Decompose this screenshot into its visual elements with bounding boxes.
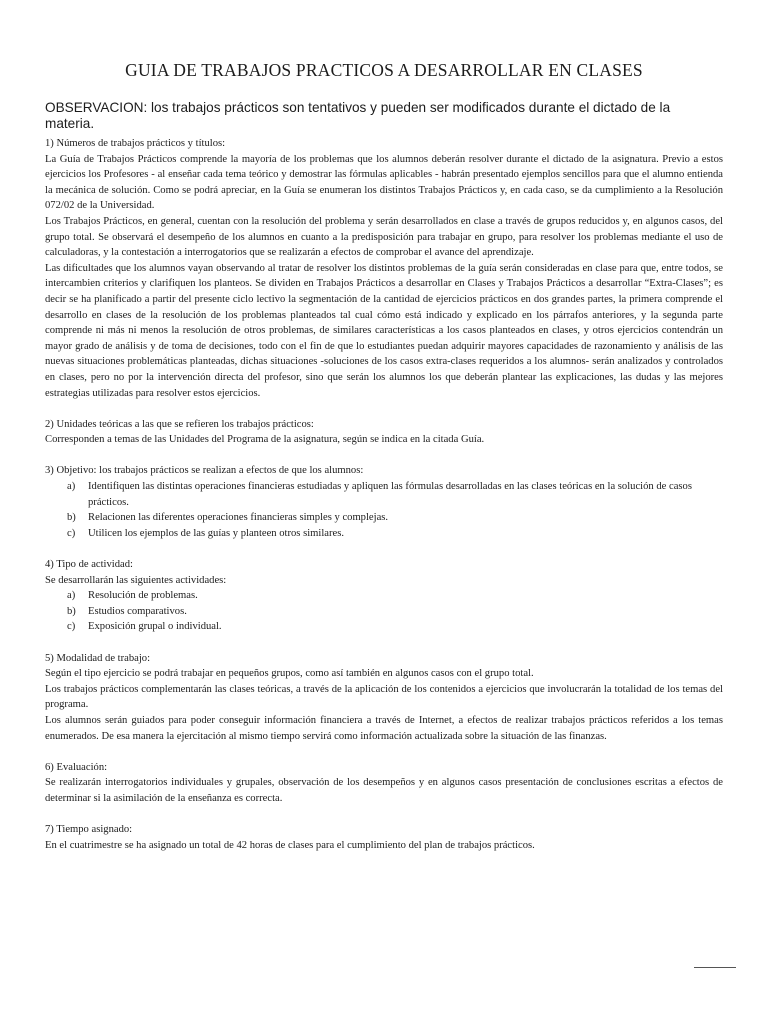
paragraph: En el cuatrimestre se ha asignado un total de 42 horas de clases para el cumplimiento del plan de trabajos prácticos. <box>45 839 535 851</box>
section-evaluacion <box>45 760 723 807</box>
list-item <box>45 479 723 510</box>
list-item-text: Utilicen los ejemplos de las guías y planteen otros similares. <box>88 527 344 539</box>
list-item-text: Resolución de problemas. <box>88 590 198 602</box>
document-title: GUIA DE TRABAJOS PRACTICOS A DESARROLLAR EN CLASES <box>125 59 643 80</box>
section-heading: 6) Evaluación: <box>45 761 108 773</box>
list-marker: c) <box>67 527 76 539</box>
section-heading: 4) Tipo de actividad: <box>45 559 133 571</box>
list-item <box>45 588 723 604</box>
paragraph: Los alumnos serán guiados para poder conseguir información financiera a través de Internet, a efectos de realizar trabajos prácticos referidos a los temas enumerados. De esa manera la ejercitación al mismo tiempo servirá como información actualizada sobre la situación de las finanzas. <box>45 714 723 742</box>
section-heading: 5) Modalidad de trabajo: <box>45 652 151 664</box>
section-heading: 7) Tiempo asignado: <box>45 824 133 836</box>
section-heading: 2) Unidades teóricas a las que se refieren los trabajos prácticos: <box>45 418 314 430</box>
observation-note: OBSERVACION: los trabajos prácticos son tentativos y pueden ser modificados durante el dictado de la materia. <box>45 99 671 131</box>
paragraph: La Guía de Trabajos Prácticos comprende la mayoría de los problemas que los alumnos deberán resolver durante el dictado de la asignatura. Previo a estos ejercicios los Profesores - al enseñar cada tema teórico y demostrar las fórmulas aplicables - habrán presentado ejemplos sencillos para que el alumno entienda la mecánica de solución. Como se podrá apreciar, en la Guía se enumeran los distintos Trabajos Prácticos y, en cada caso, se da cumplimiento a la Resolución 072/02 de la Universidad. <box>45 153 723 212</box>
section-objetivo <box>45 463 723 541</box>
list-item-text: Estudios comparativos. <box>88 605 187 617</box>
list-item-text: Identifiquen las distintas operaciones financieras estudiadas y apliquen las fórmulas desarrolladas en las clases teóricas en la solución de casos prácticos. <box>88 481 692 508</box>
paragraph: Los Trabajos Prácticos, en general, cuentan con la resolución del problema y serán desarrollados en clase a través de grupos reducidos y, en algunos casos, del grupo total. Se observará el desempeño de los alumnos en cuanto a la predisposición para trabajar en grupo, para resolver los problemas mediante el uso de calculadoras, y la contestación a interrogatorios que se realizarán a efectos de comprobar el avance del aprendizaje. <box>45 215 723 259</box>
list-marker: b) <box>67 605 76 617</box>
paragraph: Según el tipo ejercicio se podrá trabajar en pequeños grupos, como así también en algunos casos con el grupo total. <box>45 668 534 680</box>
list-item <box>45 604 723 620</box>
list-marker: c) <box>67 621 76 633</box>
section-trabajos-practicos <box>45 136 723 401</box>
list-marker: a) <box>67 481 76 493</box>
list-item <box>45 510 723 526</box>
activity-list <box>45 588 723 635</box>
section-tiempo-asignado <box>45 822 723 853</box>
section-heading: 1) Números de trabajos prácticos y títulos: <box>45 138 226 149</box>
section-tipo-actividad <box>45 557 723 635</box>
footer-rule <box>694 967 736 968</box>
section-intro: Se desarrollarán las siguientes actividades: <box>45 574 227 586</box>
document-body <box>45 136 723 869</box>
list-item-text: Exposición grupal o individual. <box>88 621 222 633</box>
section-modalidad <box>45 651 723 745</box>
paragraph: Corresponden a temas de las Unidades del Programa de la asignatura, según se indica en la citada Guía. <box>45 434 485 446</box>
paragraph: Se realizarán interrogatorios individuales y grupales, observación de los desempeños y en algunos casos presentación de conclusiones escritas a efectos de determinar si la asimilación de la enseñanza es correcta. <box>45 777 723 804</box>
list-item-text: Relacionen las diferentes operaciones financieras simples y complejas. <box>88 512 389 524</box>
list-item <box>45 526 723 542</box>
objective-list <box>45 479 723 541</box>
paragraph: Los trabajos prácticos complementarán las clases teóricas, a través de la aplicación de los contenidos a ejercicios que involucrarán la totalidad de los temas del programa. <box>45 683 723 711</box>
list-item <box>45 619 723 635</box>
list-marker: a) <box>67 590 76 602</box>
section-unidades-teoricas <box>45 417 723 448</box>
paragraph: Las dificultades que los alumnos vayan observando al tratar de resolver los distintos problemas de la guía serán consideradas en clase para que, entre todos, se intercambien criterios y clarifiquen los planteos. Se dividen en Trabajos Prácticos a desarrollar en Clases y Trabajos Prácticos a desarrollar “Extra-Clases”; es decir se ha planificado a partir del presente ciclo lectivo la segmentación de la cantidad de ejercicios prácticos en dos grandes partes, la primera comprende el desarrollo en clases de la resolución de los problemas planteados tal cual cómo está indicado y explicado en los párrafos anteriores, y la segunda parte comprende ni más ni menos la resolución de otros problemas, de similares características a los casos planteados en clases, y otros ejercicios contendrán un mayor grado de análisis y de toma de decisiones, todo con el fin de que lo estudiantes puedan adquirir mayores capacidades de razonamiento y análisis de las nuevas situaciones problemáticas planteadas, dichas situaciones -soluciones de los casos extra-clases requeridos a los alumnos- serán analizados y controlados en clases, pero no por la intervención directa del profesor, sino que serán los alumnos los que deberán plantear las explicaciones, las dudas y las mejores estrategias utilizadas para resolver estos ejercicios. <box>45 262 723 399</box>
list-marker: b) <box>67 512 76 524</box>
section-heading: 3) Objetivo: los trabajos prácticos se realizan a efectos de que los alumnos: <box>45 465 364 477</box>
